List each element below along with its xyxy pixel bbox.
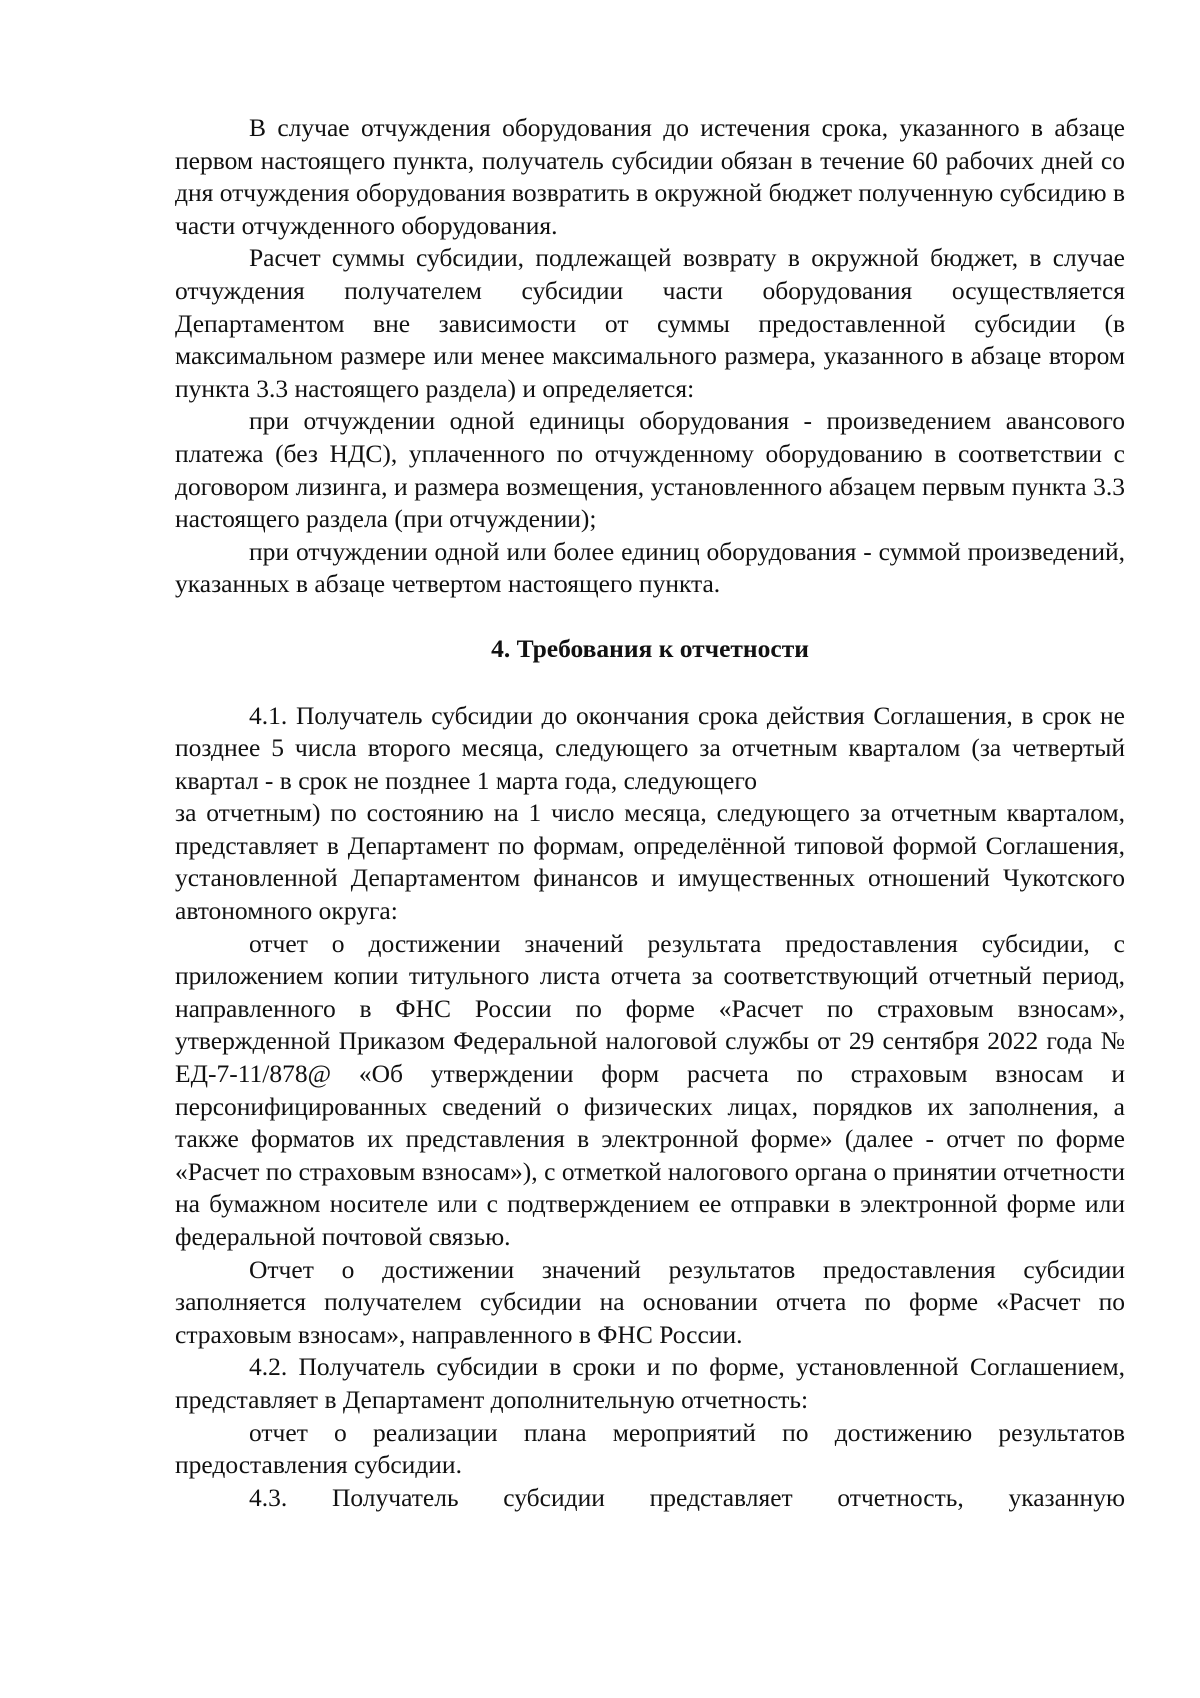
paragraph-report-filling: Отчет о достижении значений результатов предоставления субсидии заполняется получателем субсидии на основании отчета по форме «Расчет по страховым взносам», направленного в ФНС России. <box>175 1254 1125 1349</box>
paragraph-multiple-units: при отчуждении одной или более единиц оборудования - суммой произведений, указанных в абзаце четвертом настоящего пункта. <box>175 536 1125 599</box>
paragraph-plan-report: отчет о реализации плана мероприятий по достижению результатов предоставления субсидии. <box>175 1417 1125 1480</box>
paragraph-report-achievement: отчет о достижении значений результата предоставления субсидии, с приложением копии титульного листа отчета за соответствующий отчетный период, направленного в ФНС России по форме «Расчет по страховым взносам», утвержденной Приказом Федеральной налоговой службы от 29 сентября 2022 года № ЕД-7-11/878@ «Об утверждении форм расчета по страховым взносам и персонифицированных сведений о физических лицах, порядков их заполнения, а также форматов их представления в электронной форме» (далее - отчет по форме «Расчет по страховым взносам»), с отметкой налогового органа о принятии отчетности на бумажном носителе или с подтверждением ее отправки в электронной форме или федеральной почтовой связью. <box>175 928 1125 1251</box>
paragraph-4-1-continuation: за отчетным) по состоянию на 1 число месяца, следующего за отчетным кварталом, представляет в Департамент по формам, определённой типовой формой Соглашения, установленной Департаментом финансов и имущественных отношений Чукотского автономного округа: <box>175 798 1125 926</box>
paragraph-4-2: 4.2. Получатель субсидии в сроки и по форме, установленной Соглашением, представляет в Департамент дополнительную отчетность: <box>175 1352 1125 1414</box>
paragraph-single-unit: при отчуждении одной единицы оборудования - произведением авансового платежа (без НДС), уплаченного по отчужденному оборудованию в соответствии с договором лизинга, и размера возмещения, установленного абзацем первым пункта 3.3 настоящего раздела (при отчуждении); <box>175 406 1125 534</box>
paragraph-4-3: 4.3. Получатель субсидии представляет отчетность, указанную <box>249 1482 1125 1512</box>
section-heading: 4. Требования к отчетности <box>491 633 809 663</box>
document-page <box>175 112 1125 1514</box>
paragraph-refund-calculation: Расчет суммы субсидии, подлежащей возврату в окружной бюджет, в случае отчуждения получателем субсидии части оборудования осуществляется Департаментом вне зависимости от суммы предоставленной субсидии (в максимальном размере или менее максимального размера, указанного в абзаце втором пункта 3.3 настоящего раздела) и определяется: <box>175 243 1125 403</box>
paragraph-equipment-alienation: В случае отчуждения оборудования до истечения срока, указанного в абзаце первом настоящего пункта, получатель субсидии обязан в течение 60 рабочих дней со дня отчуждения оборудования возвратить в окружной бюджет полученную субсидию в части отчужденного оборудования. <box>175 113 1125 240</box>
paragraph-4-1-start: 4.1. Получатель субсидии до окончания срока действия Соглашения, в срок не позднее 5 числа второго месяца, следующего за отчетным кварталом (за четвертый квартал - в срок не позднее 1 марта года, следующего <box>175 700 1125 795</box>
